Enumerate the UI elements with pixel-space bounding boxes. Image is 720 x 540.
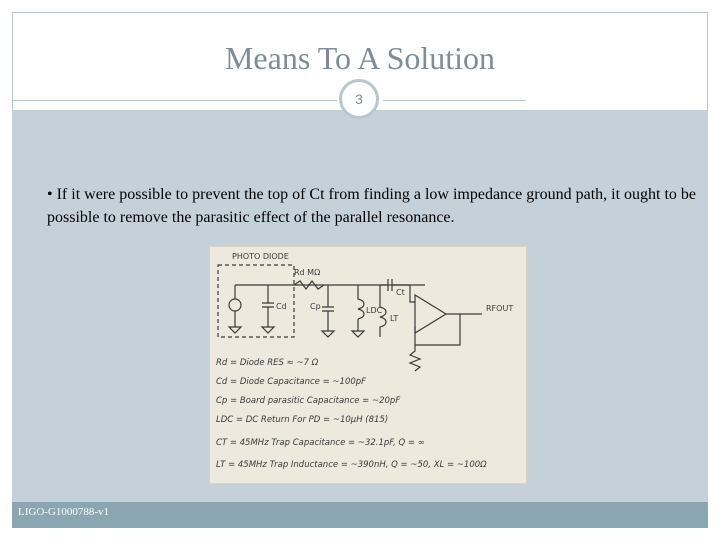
footer-doc-id: LIGO-G1000788-v1 [18,506,110,518]
legend-line: Rd = Diode RES ≈ ~7 Ω [216,358,319,368]
page-number-badge: 3 [339,79,379,119]
feedback-resistor-symbol [410,345,420,371]
ldc-label: LDC [366,306,383,315]
ct-capacitor-symbol [380,279,410,291]
footer-bar [12,502,708,528]
title-rule-right [383,100,526,101]
ldc-inductor-symbol [352,285,364,337]
photodiode-box [218,265,294,337]
rd-label: Rd MΩ [294,268,321,277]
bullet-text: • If it were possible to prevent the top of Ct from finding a low impedance ground path, it ought to be possible to remove the parasitic effect of the parallel resonance. [47,186,697,226]
cd-label: Cd [276,302,287,311]
legend-line: Cp = Board parasitic Capacitance = ~20pF [216,396,401,406]
legend-line: LDC = DC Return For PD = ~10μH (815) [216,415,389,425]
ct-label: Ct [396,288,405,297]
circuit-sketch [210,247,528,485]
cp-capacitor-symbol [322,285,334,337]
title-rule-left [12,100,337,101]
opamp-symbol [415,295,446,333]
circuit-sketch-photo [209,246,527,484]
photodiode-symbol [229,299,241,311]
lt-label: LT [390,314,399,323]
legend-line: CT = 45MHz Trap Capacitance = ~32.1pF, Q = ∞ [216,438,425,448]
slide-title: Means To A Solution [224,40,496,76]
cd-capacitor-symbol [262,285,274,333]
ground-symbol [229,327,241,333]
legend-line: Cd = Diode Capacitance = ~100pF [216,377,367,387]
cp-label: Cp [310,302,321,311]
photodiode-box-label: PHOTO DIODE [232,252,289,261]
legend-line: LT = 45MHz Trap Inductance = ~390nH, Q = ~50, XL = ~100Ω [216,460,487,470]
rf-out-label: RFOUT [486,304,514,313]
opamp-input-wire [410,285,415,302]
